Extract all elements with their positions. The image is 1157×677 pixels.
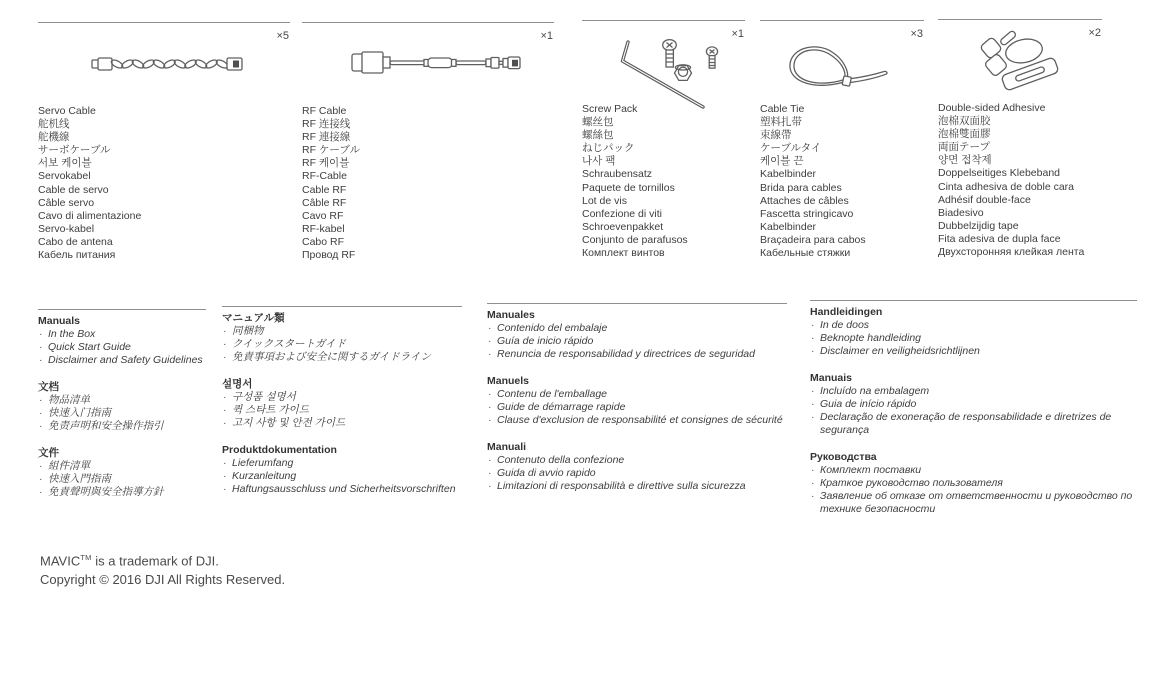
manuals-group [810, 306, 1137, 358]
manuals-entry: · In de doos [810, 319, 1137, 332]
item-name: Kabelbinder [760, 220, 817, 233]
manuals-entry: · Guida di avvio rapido [487, 467, 787, 480]
manuals-entry: · Contenu de l'emballage [487, 388, 787, 401]
manuals-entry: · Disclaimer en veiligheidsrichtlijnen [810, 345, 1137, 358]
manuals-entry: · Beknopte handleiding [810, 332, 1137, 345]
item-name: Schraubensatz [582, 168, 653, 181]
manuals-entry: · 구성품 설명서 [222, 391, 462, 404]
item-name: RF ケーブル [302, 144, 360, 157]
trademark-symbol: TM [80, 553, 92, 562]
item-name: Biadesivo [938, 206, 984, 219]
item-name: 양면 접착제 [938, 154, 992, 167]
manuals-entry-list [810, 385, 1137, 437]
manuals-heading: Руководства [810, 451, 877, 463]
item-name-list [302, 105, 360, 262]
item-name-list [38, 105, 141, 262]
manuals-entry: · 免责声明和安全操作指引 [38, 420, 206, 433]
package-item-servo-cable [38, 22, 290, 262]
item-name: 両面テープ [938, 141, 990, 154]
manuals-column-ja-ko-de [222, 306, 462, 510]
item-name: ケーブルタイ [760, 142, 822, 155]
item-name: Fascetta stringicavo [760, 207, 854, 220]
item-name: Adhésif double-face [938, 193, 1031, 206]
manuals-heading: 文档 [38, 381, 59, 393]
item-name: Confezione di viti [582, 207, 662, 220]
manuals-entry: · Kurzanleitung [222, 470, 462, 483]
item-name: Paquete de tornillos [582, 181, 675, 194]
manuals-entry: · Clause d'exclusion de responsabilité et consignes de sécurité [487, 414, 787, 427]
brand-name: MAVIC [40, 553, 81, 569]
item-name: ねじパック [582, 142, 635, 155]
item-name: Cavo RF [302, 209, 344, 222]
manuals-entry: · Guía de inicio rápido [487, 335, 787, 348]
quantity-label: ×1 [540, 30, 553, 42]
item-name: 螺絲包 [582, 129, 614, 142]
item-name: Dubbelzijdig tape [938, 219, 1019, 232]
manuals-entry: · In the Box [38, 328, 206, 341]
manuals-entry: · 組件清單 [38, 460, 206, 473]
quantity-label: ×1 [731, 28, 744, 40]
manuals-group [487, 309, 787, 361]
manuals-column-es-fr-it [487, 303, 787, 507]
manuals-entry: · 고지 사항 및 안전 가이드 [222, 417, 462, 430]
manuals-entry: · Disclaimer and Safety Guidelines [38, 354, 206, 367]
item-name: 束線帶 [760, 129, 792, 142]
item-name: Lot de vis [582, 194, 627, 207]
item-name: Cabo RF [302, 235, 345, 248]
item-name: Double-sided Adhesive [938, 102, 1046, 114]
item-name: RF 连接线 [302, 118, 351, 131]
manuals-entry-list [222, 457, 462, 496]
manuals-column-en-zh [38, 309, 206, 513]
manuals-heading: Manuali [487, 441, 527, 453]
package-item-rf-cable [302, 22, 554, 262]
item-name: Cable Tie [760, 103, 805, 115]
manuals-entry: · Incluído na embalagem [810, 385, 1137, 398]
manuals-entry: · 免責聲明與安全指導方針 [38, 486, 206, 499]
manuals-entry: · Contenuto della confezione [487, 454, 787, 467]
manuals-heading: マニュアル類 [222, 312, 285, 324]
manuals-entry: · 免責事項および安全に関するガイドライン [222, 351, 462, 364]
trademark-text: is a trademark of DJI. [91, 553, 219, 569]
manuals-entry: · Guide de démarrage rapide [487, 401, 787, 414]
package-item-double-sided-adhesive [938, 19, 1102, 259]
item-name: Screw Pack [582, 103, 638, 115]
manuals-group [810, 372, 1137, 437]
manuals-entry: · Contenido del embalaje [487, 322, 787, 335]
manuals-group [38, 381, 206, 433]
item-name: 螺丝包 [582, 116, 614, 129]
manuals-entry: · Guia de início rápido [810, 398, 1137, 411]
manuals-entry: · Haftungsausschluss und Sicherheitsvorschriften [222, 483, 462, 496]
manuals-heading: 文件 [38, 447, 59, 459]
item-name: Câble servo [38, 196, 95, 209]
item-name: 나사 팩 [582, 155, 616, 168]
manuals-heading: 설명서 [222, 378, 253, 390]
manuals-entry-list [810, 319, 1137, 358]
manuals-entry-list [222, 391, 462, 430]
item-name: RF Cable [302, 105, 347, 117]
item-name: Двухсторонняя клейкая лента [938, 246, 1085, 259]
item-name: Комплект винтов [582, 247, 665, 260]
manuals-group [810, 451, 1137, 516]
manuals-entry: · Limitazioni di responsabilità e direttive sulla sicurezza [487, 480, 787, 493]
item-name: Servokabel [38, 170, 91, 183]
item-name: Кабель питания [38, 249, 116, 262]
item-name: Cinta adhesiva de doble cara [938, 180, 1075, 193]
item-name-list [938, 102, 1084, 259]
item-name: 舵機線 [38, 131, 70, 144]
manuals-entry: · 同梱物 [222, 325, 462, 338]
item-name: 泡棉双面胶 [938, 115, 991, 128]
manuals-entry: · Lieferumfang [222, 457, 462, 470]
item-name: RF-kabel [302, 222, 345, 235]
item-name: Conjunto de parafusos [582, 233, 688, 246]
item-name: Kabelbinder [760, 168, 817, 181]
quantity-label: ×5 [276, 30, 289, 42]
manuals-heading: Handleidingen [810, 306, 883, 318]
item-name: RF 케이블 [302, 157, 350, 170]
item-name: Braçadeira para cabos [760, 233, 866, 246]
item-name: Fita adesiva de dupla face [938, 232, 1061, 245]
item-name: 서보 케이블 [38, 157, 92, 170]
manuals-entry-list [38, 394, 206, 433]
manuals-heading: Produktdokumentation [222, 444, 337, 456]
manuals-heading: Manuels [487, 375, 530, 387]
item-name: 케이블 끈 [760, 155, 804, 168]
manuals-entry: · Комплект поставки [810, 464, 1137, 477]
item-name-list [582, 103, 688, 260]
manuals-group [222, 378, 462, 430]
manuals-heading: Manuales [487, 309, 535, 321]
item-name: 舵机线 [38, 118, 70, 131]
manuals-group [487, 441, 787, 493]
manuals-entry: · クイックスタートガイド [222, 338, 462, 351]
item-name-list [760, 103, 866, 260]
item-name: Кабельные стяжки [760, 247, 851, 260]
copyright-line: Copyright © 2016 DJI All Rights Reserved. [40, 571, 286, 587]
item-name: Cable RF [302, 183, 347, 196]
manuals-entry: · 퀵 스타트 가이드 [222, 404, 462, 417]
package-item-cable-tie [760, 20, 924, 260]
manuals-group [222, 312, 462, 364]
item-name: Cavo di alimentazione [38, 209, 142, 222]
item-name: 塑料扎带 [760, 116, 802, 129]
item-name: 泡棉雙面膠 [938, 128, 991, 141]
manuals-entry-list [38, 328, 206, 367]
manuals-entry-list [810, 464, 1137, 516]
item-name: Servo-kabel [38, 222, 95, 235]
item-name: Doppelseitiges Klebeband [938, 167, 1061, 180]
item-name: Schroevenpakket [582, 220, 664, 233]
quantity-label: ×3 [910, 28, 923, 40]
manuals-entry-list [487, 388, 787, 427]
trademark-line [40, 549, 285, 571]
item-name: Cabo de antena [38, 235, 113, 248]
manuals-entry-list [487, 322, 787, 361]
item-name: Attaches de câbles [760, 194, 849, 207]
manuals-entry: · 快速入門指南 [38, 473, 206, 486]
manuals-group [38, 315, 206, 367]
manuals-entry: · Declaração de exoneração de responsabilidade e diretrizes de segurança [810, 411, 1137, 437]
manuals-entry: · 快速入门指南 [38, 407, 206, 420]
manuals-entry: · Краткое руководство пользователя [810, 477, 1137, 490]
footer [40, 549, 285, 589]
manuals-entry: · Renuncia de responsabilidad y directrices de seguridad [487, 348, 787, 361]
manuals-entry-list [222, 325, 462, 364]
manuals-entry: · Заявление об отказе от ответственности и руководство по технике безопасности [810, 490, 1137, 516]
package-item-screw-pack [582, 20, 745, 260]
manuals-group [38, 447, 206, 499]
item-name: Brida para cables [760, 181, 842, 194]
manuals-entry-list [38, 460, 206, 499]
item-name: RF 連接線 [302, 131, 351, 144]
item-name: Servo Cable [38, 105, 96, 117]
manuals-entry: · Quick Start Guide [38, 341, 206, 354]
manuals-group [487, 375, 787, 427]
manuals-heading: Manuais [810, 372, 853, 384]
item-name: Провод RF [302, 249, 356, 262]
manuals-heading: Manuals [38, 315, 81, 327]
manuals-entry: · 物品清单 [38, 394, 206, 407]
item-name: RF-Cable [302, 170, 347, 183]
item-name: Câble RF [302, 196, 347, 209]
manuals-column-nl-pt-ru [810, 300, 1137, 530]
item-name: サーボケーブル [38, 144, 111, 157]
manuals-group [222, 444, 462, 496]
quantity-label: ×2 [1088, 27, 1101, 39]
item-name: Cable de servo [38, 183, 109, 196]
manuals-entry-list [487, 454, 787, 493]
